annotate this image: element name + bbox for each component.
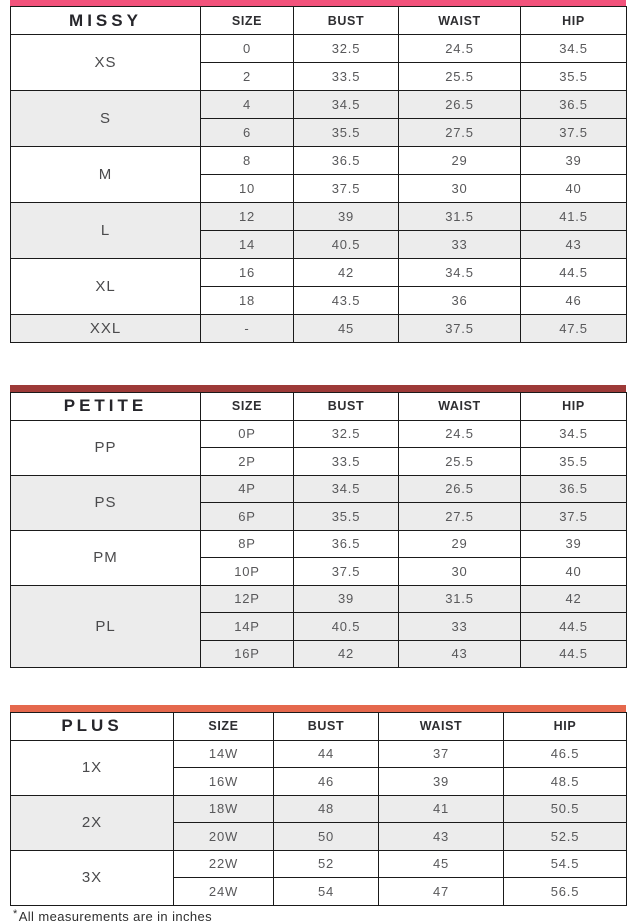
table-title: MISSY — [11, 7, 201, 35]
missy-size-table-block — [10, 0, 626, 343]
column-header-bust: BUST — [294, 7, 399, 35]
table-row — [11, 475, 627, 503]
column-header-waist: WAIST — [379, 713, 504, 741]
table-row — [11, 850, 627, 878]
size-group-label: 2X — [11, 795, 174, 850]
size-cell: 16 — [201, 259, 294, 287]
measurement-cell: 35.5 — [294, 503, 399, 531]
plus-size-table-block — [10, 705, 626, 906]
footnote-asterisk: * — [13, 907, 18, 920]
size-cell: 0 — [201, 35, 294, 63]
size-cell: 24W — [174, 878, 274, 906]
measurement-cell: 54 — [274, 878, 379, 906]
column-header-bust: BUST — [294, 393, 399, 421]
measurement-cell: 46 — [274, 768, 379, 796]
table-row — [11, 203, 627, 231]
size-cell: 6P — [201, 503, 294, 531]
measurement-cell: 35.5 — [294, 119, 399, 147]
size-cell: 0P — [201, 420, 294, 448]
size-group-label: L — [11, 203, 201, 259]
measurement-cell: 36.5 — [521, 475, 627, 503]
table-title: PLUS — [11, 713, 174, 741]
table-row — [11, 147, 627, 175]
size-cell: 16W — [174, 768, 274, 796]
footnote — [13, 908, 636, 924]
measurement-cell: 31.5 — [399, 203, 521, 231]
petite-size-table — [10, 392, 627, 668]
measurement-cell: 44.5 — [521, 259, 627, 287]
size-group-label: 1X — [11, 740, 174, 795]
size-cell: 10 — [201, 175, 294, 203]
measurement-cell: 24.5 — [399, 35, 521, 63]
measurement-cell: 33.5 — [294, 63, 399, 91]
size-cell: 18 — [201, 287, 294, 315]
measurement-cell: 25.5 — [399, 63, 521, 91]
measurement-cell: 42 — [294, 259, 399, 287]
measurement-cell: 48.5 — [504, 768, 627, 796]
size-group-label: XXL — [11, 315, 201, 343]
measurement-cell: 30 — [399, 175, 521, 203]
measurement-cell: 39 — [521, 530, 627, 558]
size-group-label: PL — [11, 585, 201, 668]
measurement-cell: 47 — [379, 878, 504, 906]
column-header-hip: HIP — [521, 7, 627, 35]
measurement-cell: 37.5 — [294, 558, 399, 586]
measurement-cell: 34.5 — [399, 259, 521, 287]
measurement-cell: 44 — [274, 740, 379, 768]
measurement-cell: 40 — [521, 558, 627, 586]
measurement-cell: 40.5 — [294, 231, 399, 259]
measurement-cell: 34.5 — [294, 475, 399, 503]
measurement-cell: 47.5 — [521, 315, 627, 343]
column-header-size: SIZE — [201, 7, 294, 35]
measurement-cell: 27.5 — [399, 119, 521, 147]
measurement-cell: 26.5 — [399, 91, 521, 119]
size-cell: - — [201, 315, 294, 343]
table-row — [11, 795, 627, 823]
measurement-cell: 35.5 — [521, 63, 627, 91]
measurement-cell: 50.5 — [504, 795, 627, 823]
measurement-cell: 42 — [521, 585, 627, 613]
measurement-cell: 41.5 — [521, 203, 627, 231]
measurement-cell: 46 — [521, 287, 627, 315]
size-cell: 4 — [201, 91, 294, 119]
measurement-cell: 40 — [521, 175, 627, 203]
missy-size-table — [10, 6, 627, 343]
measurement-cell: 37 — [379, 740, 504, 768]
measurement-cell: 50 — [274, 823, 379, 851]
plus-accent-bar — [10, 705, 626, 712]
size-cell: 2 — [201, 63, 294, 91]
measurement-cell: 34.5 — [521, 420, 627, 448]
size-cell: 22W — [174, 850, 274, 878]
header-row — [11, 393, 627, 421]
measurement-cell: 43 — [399, 640, 521, 668]
table-row — [11, 585, 627, 613]
column-header-waist: WAIST — [399, 393, 521, 421]
size-group-label: PP — [11, 420, 201, 475]
measurement-cell: 34.5 — [521, 35, 627, 63]
measurement-cell: 34.5 — [294, 91, 399, 119]
measurement-cell: 52 — [274, 850, 379, 878]
measurement-cell: 42 — [294, 640, 399, 668]
measurement-cell: 39 — [294, 203, 399, 231]
column-header-waist: WAIST — [399, 7, 521, 35]
measurement-cell: 41 — [379, 795, 504, 823]
table-title: PETITE — [11, 393, 201, 421]
measurement-cell: 37.5 — [399, 315, 521, 343]
measurement-cell: 45 — [379, 850, 504, 878]
measurement-cell: 30 — [399, 558, 521, 586]
size-group-label: PS — [11, 475, 201, 530]
measurement-cell: 45 — [294, 315, 399, 343]
measurement-cell: 33 — [399, 231, 521, 259]
column-header-size: SIZE — [174, 713, 274, 741]
measurement-cell: 32.5 — [294, 420, 399, 448]
measurement-cell: 48 — [274, 795, 379, 823]
measurement-cell: 29 — [399, 147, 521, 175]
measurement-cell: 29 — [399, 530, 521, 558]
table-row — [11, 315, 627, 343]
header-row — [11, 713, 627, 741]
table-row — [11, 91, 627, 119]
measurement-cell: 26.5 — [399, 475, 521, 503]
measurement-cell: 33.5 — [294, 448, 399, 476]
measurement-cell: 56.5 — [504, 878, 627, 906]
petite-size-table-block — [10, 385, 626, 668]
size-cell: 8 — [201, 147, 294, 175]
measurement-cell: 36.5 — [521, 91, 627, 119]
size-cell: 18W — [174, 795, 274, 823]
measurement-cell: 37.5 — [521, 503, 627, 531]
header-row — [11, 7, 627, 35]
measurement-cell: 54.5 — [504, 850, 627, 878]
measurement-cell: 39 — [294, 585, 399, 613]
table-row — [11, 530, 627, 558]
measurement-cell: 44.5 — [521, 613, 627, 641]
size-cell: 14 — [201, 231, 294, 259]
size-group-label: XL — [11, 259, 201, 315]
measurement-cell: 32.5 — [294, 35, 399, 63]
measurement-cell: 35.5 — [521, 448, 627, 476]
measurement-cell: 25.5 — [399, 448, 521, 476]
table-row — [11, 420, 627, 448]
measurement-cell: 33 — [399, 613, 521, 641]
size-cell: 16P — [201, 640, 294, 668]
size-cell: 12 — [201, 203, 294, 231]
measurement-cell: 27.5 — [399, 503, 521, 531]
measurement-cell: 37.5 — [521, 119, 627, 147]
measurement-cell: 37.5 — [294, 175, 399, 203]
column-header-bust: BUST — [274, 713, 379, 741]
size-group-label: S — [11, 91, 201, 147]
footnote-text: All measurements are in inches — [18, 908, 213, 924]
size-cell: 12P — [201, 585, 294, 613]
size-group-label: 3X — [11, 850, 174, 905]
measurement-cell: 40.5 — [294, 613, 399, 641]
measurement-cell: 43 — [379, 823, 504, 851]
size-cell: 10P — [201, 558, 294, 586]
size-cell: 4P — [201, 475, 294, 503]
size-group-label: PM — [11, 530, 201, 585]
size-group-label: XS — [11, 35, 201, 91]
measurement-cell: 43 — [521, 231, 627, 259]
size-cell: 20W — [174, 823, 274, 851]
size-group-label: M — [11, 147, 201, 203]
measurement-cell: 43.5 — [294, 287, 399, 315]
measurement-cell: 24.5 — [399, 420, 521, 448]
measurement-cell: 31.5 — [399, 585, 521, 613]
plus-size-table — [10, 712, 627, 906]
column-header-hip: HIP — [504, 713, 627, 741]
column-header-hip: HIP — [521, 393, 627, 421]
table-row — [11, 35, 627, 63]
table-row — [11, 259, 627, 287]
measurement-cell: 39 — [521, 147, 627, 175]
size-cell: 2P — [201, 448, 294, 476]
column-header-size: SIZE — [201, 393, 294, 421]
measurement-cell: 46.5 — [504, 740, 627, 768]
measurement-cell: 36.5 — [294, 147, 399, 175]
size-cell: 8P — [201, 530, 294, 558]
measurement-cell: 44.5 — [521, 640, 627, 668]
measurement-cell: 39 — [379, 768, 504, 796]
size-cell: 6 — [201, 119, 294, 147]
measurement-cell: 52.5 — [504, 823, 627, 851]
measurement-cell: 36 — [399, 287, 521, 315]
size-cell: 14P — [201, 613, 294, 641]
petite-accent-bar — [10, 385, 626, 392]
table-row — [11, 740, 627, 768]
measurement-cell: 36.5 — [294, 530, 399, 558]
size-cell: 14W — [174, 740, 274, 768]
